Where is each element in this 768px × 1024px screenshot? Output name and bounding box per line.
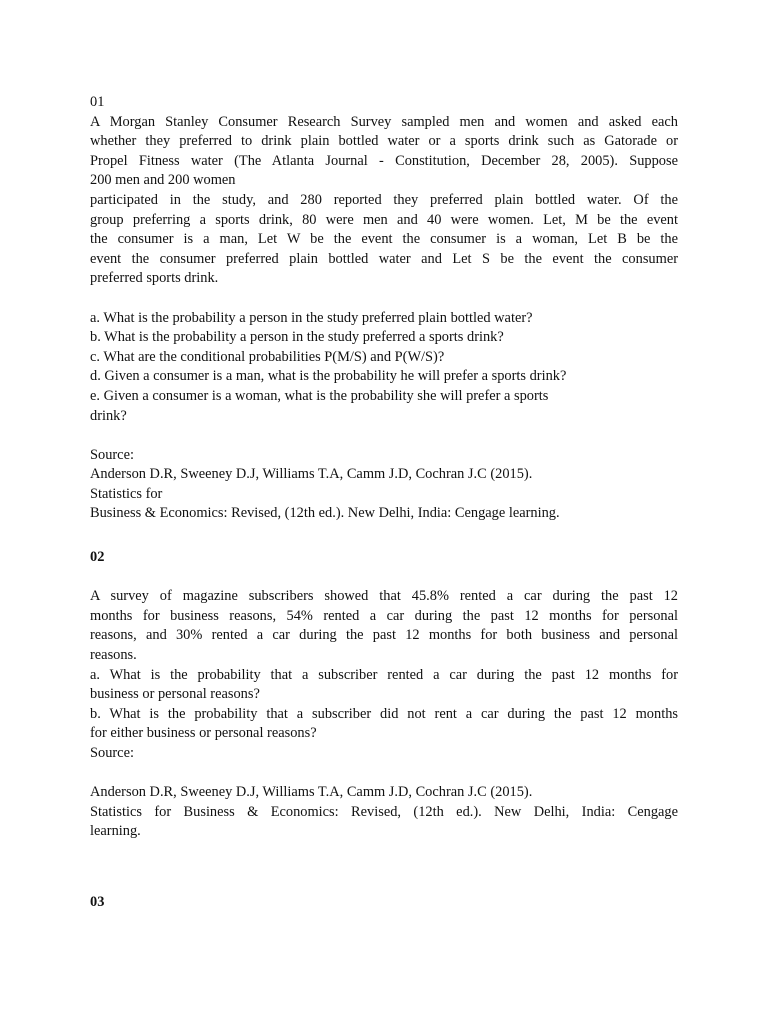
- sub-question: b. What is the probability that a subscriber did not rent a car during the past 12 months: [90, 705, 678, 722]
- question-2: [90, 548, 678, 842]
- sub-question: e. Given a consumer is a woman, what is the probability she will prefer a sports: [90, 387, 549, 404]
- source-line: Anderson D.R, Sweeney D.J, Williams T.A, Camm J.D, Cochran J.C (2015).: [90, 466, 533, 483]
- paragraph-line: Propel Fitness water (The Atlanta Journal - Constitution, December 28, 2005). Suppose: [90, 152, 678, 169]
- source-line: Business & Economics: Revised, (12th ed.). New Delhi, India: Cengage learning.: [90, 505, 560, 522]
- question-number: 03: [90, 894, 105, 910]
- sub-question: b. What is the probability a person in the study preferred a sports drink?: [90, 329, 504, 346]
- paragraph-line: event the consumer preferred plain bottled water and Let S be the event the consumer: [90, 250, 678, 267]
- question-number: 01: [90, 94, 105, 110]
- question-1: [90, 93, 678, 524]
- paragraph-line: reasons.: [90, 646, 137, 663]
- sub-question: drink?: [90, 407, 127, 424]
- source-line: Statistics for: [90, 485, 163, 502]
- sub-question: business or personal reasons?: [90, 686, 260, 703]
- source-line: Statistics for Business & Economics: Revised, (12th ed.). New Delhi, India: Cengage: [90, 803, 678, 820]
- source-line: Anderson D.R, Sweeney D.J, Williams T.A, Camm J.D, Cochran J.C (2015).: [90, 784, 533, 801]
- sub-question: c. What are the conditional probabilities P(M/S) and P(W/S)?: [90, 348, 445, 365]
- paragraph-line: group preferring a sports drink, 80 were men and 40 were women. Let, M be the event: [90, 211, 678, 228]
- paragraph-line: A Morgan Stanley Consumer Research Survey sampled men and women and asked each: [90, 113, 678, 130]
- paragraph-line: preferred sports drink.: [90, 270, 219, 287]
- paragraph-line: 200 men and 200 women: [90, 172, 236, 189]
- paragraph-line: whether they preferred to drink plain bottled water or a sports drink such as Gatorade or: [90, 133, 678, 150]
- sub-question: a. What is the probability a person in the study preferred plain bottled water?: [90, 309, 533, 326]
- question-3: [90, 893, 678, 913]
- paragraph-line: participated in the study, and 280 reported they preferred plain bottled water. Of the: [90, 191, 678, 208]
- source-label: Source:: [90, 744, 134, 761]
- sub-question: a. What is the probability that a subscriber rented a car during the past 12 months for: [90, 666, 678, 683]
- paragraph-line: reasons, and 30% rented a car during the past 12 months for both business and personal: [90, 627, 678, 644]
- sub-question: for either business or personal reasons?: [90, 725, 317, 742]
- paragraph-line: the consumer is a man, Let W be the event the consumer is a woman, Let B be the: [90, 231, 678, 248]
- paragraph-line: A survey of magazine subscribers showed that 45.8% rented a car during the past 12: [90, 588, 678, 605]
- sub-question: d. Given a consumer is a man, what is the probability he will prefer a sports drink?: [90, 368, 567, 385]
- source-line: learning.: [90, 823, 141, 840]
- source-label: Source:: [90, 446, 134, 463]
- question-number: 02: [90, 549, 105, 565]
- paragraph-line: months for business reasons, 54% rented a car during the past 12 months for personal: [90, 607, 678, 624]
